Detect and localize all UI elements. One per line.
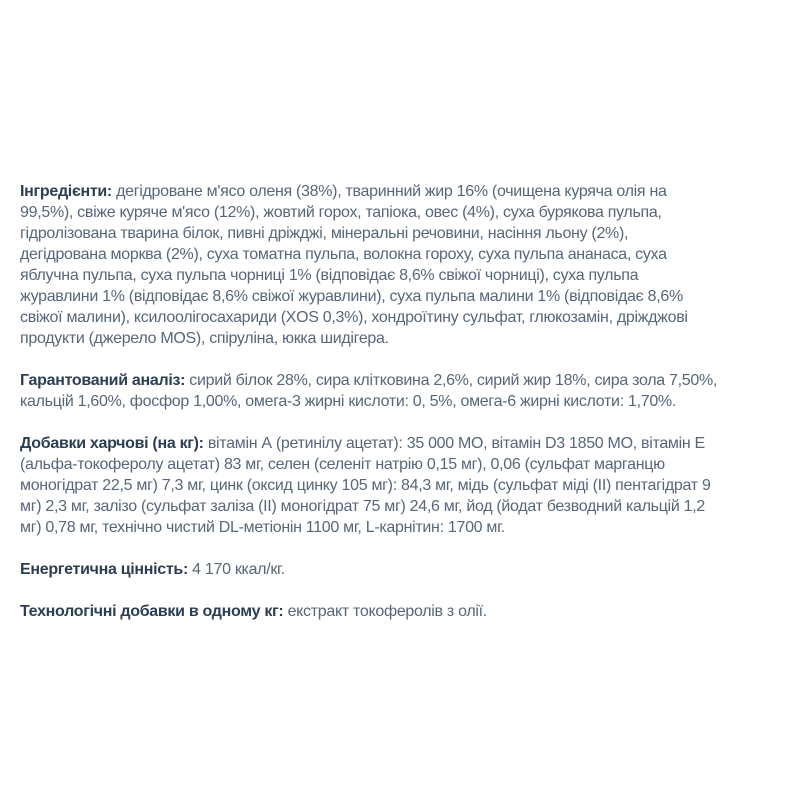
technological-additives-heading: Технологічні добавки в одному кг: (20, 603, 284, 620)
text-line-content: кальцій 1,60%, фосфор 1,00%, омега-3 жирні кислоти: 0, 5%, омега-6 жирні кислоти: 1,70%. (20, 393, 676, 410)
ingredients-heading: Інгредієнти: (20, 183, 112, 200)
food-additives-heading: Добавки харчові (на кг): (20, 435, 204, 452)
text-line (20, 328, 792, 349)
text-line-content: дегідроване м'ясо оленя (38%), тваринний жир 16% (очищена куряча олія на (111, 183, 667, 200)
text-line-content: журавлини 1% (відповідає 8,6% свіжої журавлини), суха пульпа малини 1% (відповідає 8,6% (20, 288, 683, 305)
text-line-content: мг) 2,3 мг, залізо (сульфат заліза (II) моногідрат 75 мг) 24,6 мг, йод (йодат безводний кальцій 1,2 (20, 498, 705, 515)
guaranteed-analysis-heading: Гарантований аналіз: (20, 372, 186, 389)
text-line-content: 4 170 ккал/кг. (187, 561, 285, 578)
text-line (20, 475, 792, 496)
text-line (20, 559, 792, 580)
text-line (20, 223, 792, 244)
text-line (20, 391, 792, 412)
text-line-content: дегідрована морква (2%), суха томатна пульпа, волокна гороху, суха пульпа ананаса, суха (20, 246, 667, 263)
text-line (20, 286, 792, 307)
text-line (20, 307, 792, 328)
text-line (20, 202, 792, 223)
product-description (20, 181, 792, 643)
food-additives-section (20, 433, 792, 538)
text-line (20, 181, 792, 202)
technological-additives-section (20, 601, 792, 622)
guaranteed-analysis-section (20, 370, 792, 412)
text-line (20, 244, 792, 265)
text-line (20, 370, 792, 391)
text-line-content: моногідрат 22,5 мг) 7,3 мг, цинк (оксид цинку 105 мг): 84,3 мг, мідь (сульфат міді (II) пентагідрат 9 (20, 477, 711, 494)
text-line-content: (альфа-токоферолу ацетат) 83 мг, селен (селеніт натрію 0,15 мг), 0,06 (сульфат марганцю (20, 456, 665, 473)
ingredients-section (20, 181, 792, 349)
text-line-content: мг) 0,78 мг, технічно чистий DL-метіонін 1100 мг, L-карнітин: 1700 мг. (20, 519, 505, 536)
text-line-content: вітамін А (ретинілу ацетат): 35 000 МО, вітамін D3 1850 МО, вітамін Е (203, 435, 705, 452)
text-line (20, 496, 792, 517)
text-line-content: свіжої малини), ксилоолігосахариди (XOS 0,3%), хондроїтину сульфат, глюкозамін, дріжджові (20, 309, 688, 326)
text-line-content: яблучна пульпа, суха пульпа чорниці 1% (відповідає 8,6% свіжої чорниці), суха пульпа (20, 267, 639, 284)
text-line-content: продукти (джерело MOS), спіруліна, юкка шидігера. (20, 330, 389, 347)
text-line (20, 601, 792, 622)
energy-value-section (20, 559, 792, 580)
text-line (20, 517, 792, 538)
text-line (20, 433, 792, 454)
text-line (20, 454, 792, 475)
text-line-content: гідролізована тварина білок, пивні дріжджі, мінеральні речовини, насіння льону (2%), (20, 225, 629, 242)
text-line (20, 265, 792, 286)
energy-value-heading: Енергетична цінність: (20, 561, 188, 578)
text-line-content: сирий білок 28%, сира клітковина 2,6%, сирий жир 18%, сира зола 7,50%, (185, 372, 718, 389)
text-line-content: 99,5%), свіже куряче м'ясо (12%), жовтий горох, тапіока, овес (4%), суха бурякова пульпа, (20, 204, 662, 221)
text-line-content: екстракт токоферолів з олії. (283, 603, 487, 620)
